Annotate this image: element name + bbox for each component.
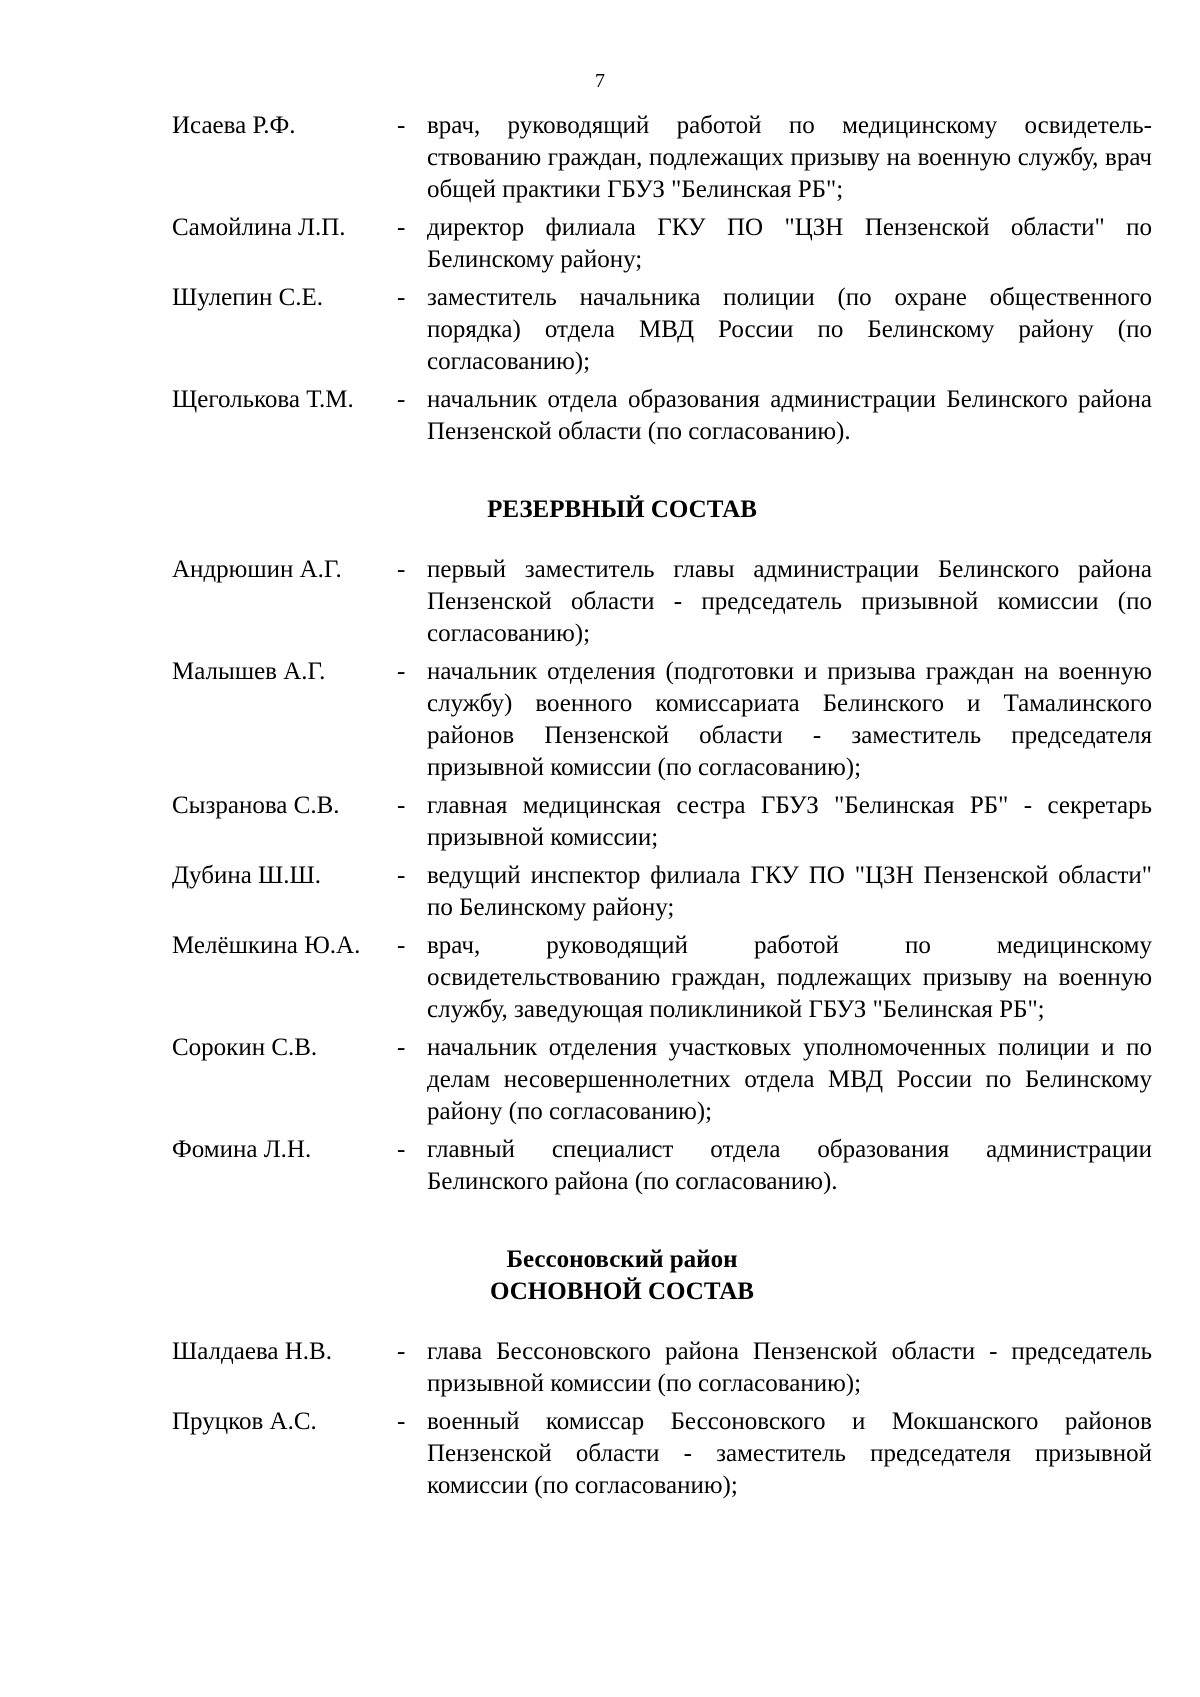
dash-separator: - [397,792,406,819]
member-entry [172,1134,1152,1198]
member-position: начальник отделения участковых уполномоченных полиции и по делам несовершеннолетних отдела МВД России по Белинскому району (по согласованию); [427,1034,1152,1125]
member-name: Сызранова С.В. [172,792,340,819]
member-entry [172,1336,1152,1400]
dash-separator: - [397,1408,406,1435]
member-entry [172,554,1152,650]
member-entry [172,1032,1152,1128]
member-entry [172,110,1152,206]
member-position: начальник отдела образования администрации Белинского района Пензенской области (по согласованию). [427,386,1152,445]
member-entry [172,656,1152,784]
dash-separator: - [397,284,406,311]
member-entry [172,212,1152,276]
member-position: начальник отделения (подготовки и призыва граждан на военную службу) военного комиссариата Белинского и Тамалинского районов Пензенской области - заместитель председателя призывной комиссии (по согласованию); [427,658,1152,781]
member-name: Мелёшкина Ю.А. [172,932,361,959]
member-entry [172,384,1152,448]
dash-separator: - [397,1034,406,1061]
member-entry [172,930,1152,1026]
members-list-reserve-belinsky [172,554,1152,1198]
members-list-main-bessonovsky [172,1336,1152,1502]
member-name: Исаева Р.Ф. [172,112,296,139]
member-name: Фомина Л.Н. [172,1136,312,1163]
dash-separator: - [397,862,406,889]
member-name: Щеголькова Т.М. [172,386,354,413]
dash-separator: - [397,386,406,413]
dash-separator: - [397,1136,406,1163]
member-name: Андрюшин А.Г. [172,556,342,583]
member-position: ведущий инспектор филиала ГКУ ПО "ЦЗН Пензенской области" по Белинскому району; [427,862,1152,921]
page-number: 7 [595,70,605,92]
member-position: врач, руководящий работой по медицинскому освидетель-ствованию граждан, подлежащих призыву на военную службу, врач общей практики ГБУЗ "Белинская РБ"; [427,112,1152,203]
member-name: Пруцков А.С. [172,1408,317,1435]
member-name: Шалдаева Н.В. [172,1338,332,1365]
heading-reserve: РЕЗЕРВНЫЙ СОСТАВ [487,496,757,523]
document-body [172,110,1152,1508]
member-entry [172,282,1152,378]
member-name: Самойлина Л.П. [172,214,346,241]
member-position: врач, руководящий работой по медицинскому освидетельствованию граждан, подлежащих призыву на военную службу, заведующая поликлиникой ГБУЗ "Белинская РБ"; [427,932,1152,1023]
member-position: главная медицинская сестра ГБУЗ "Белинская РБ" - секретарь призывной комиссии; [427,792,1152,851]
members-list-main-belinsky [172,110,1152,448]
dash-separator: - [397,556,406,583]
member-position: заместитель начальника полиции (по охране общественного порядка) отдела МВД России по Белинскому району (по согласованию); [427,284,1152,375]
member-position: первый заместитель главы администрации Белинского района Пензенской области - председатель призывной комиссии (по согласованию); [427,556,1152,647]
heading-main: ОСНОВНОЙ СОСТАВ [490,1278,754,1305]
member-position: директор филиала ГКУ ПО "ЦЗН Пензенской области" по Белинскому району; [427,214,1152,273]
member-name: Дубина Ш.Ш. [172,862,321,889]
member-position: военный комиссар Бессоновского и Мокшанского районов Пензенской области - заместитель председателя призывной комиссии (по согласованию); [427,1408,1152,1499]
member-position: глава Бессоновского района Пензенской области - председатель призывной комиссии (по согласованию); [427,1338,1152,1397]
dash-separator: - [397,214,406,241]
member-entry [172,860,1152,924]
heading-district: Бессоновский район [506,1246,738,1273]
member-name: Сорокин С.В. [172,1034,318,1061]
dash-separator: - [397,1338,406,1365]
dash-separator: - [397,658,406,685]
dash-separator: - [397,932,406,959]
member-name: Шулепин С.Е. [172,284,324,311]
dash-separator: - [397,112,406,139]
member-entry [172,1406,1152,1502]
member-name: Малышев А.Г. [172,658,326,685]
member-position: главный специалист отдела образования администрации Белинского района (по согласованию). [427,1136,1152,1195]
member-entry [172,790,1152,854]
